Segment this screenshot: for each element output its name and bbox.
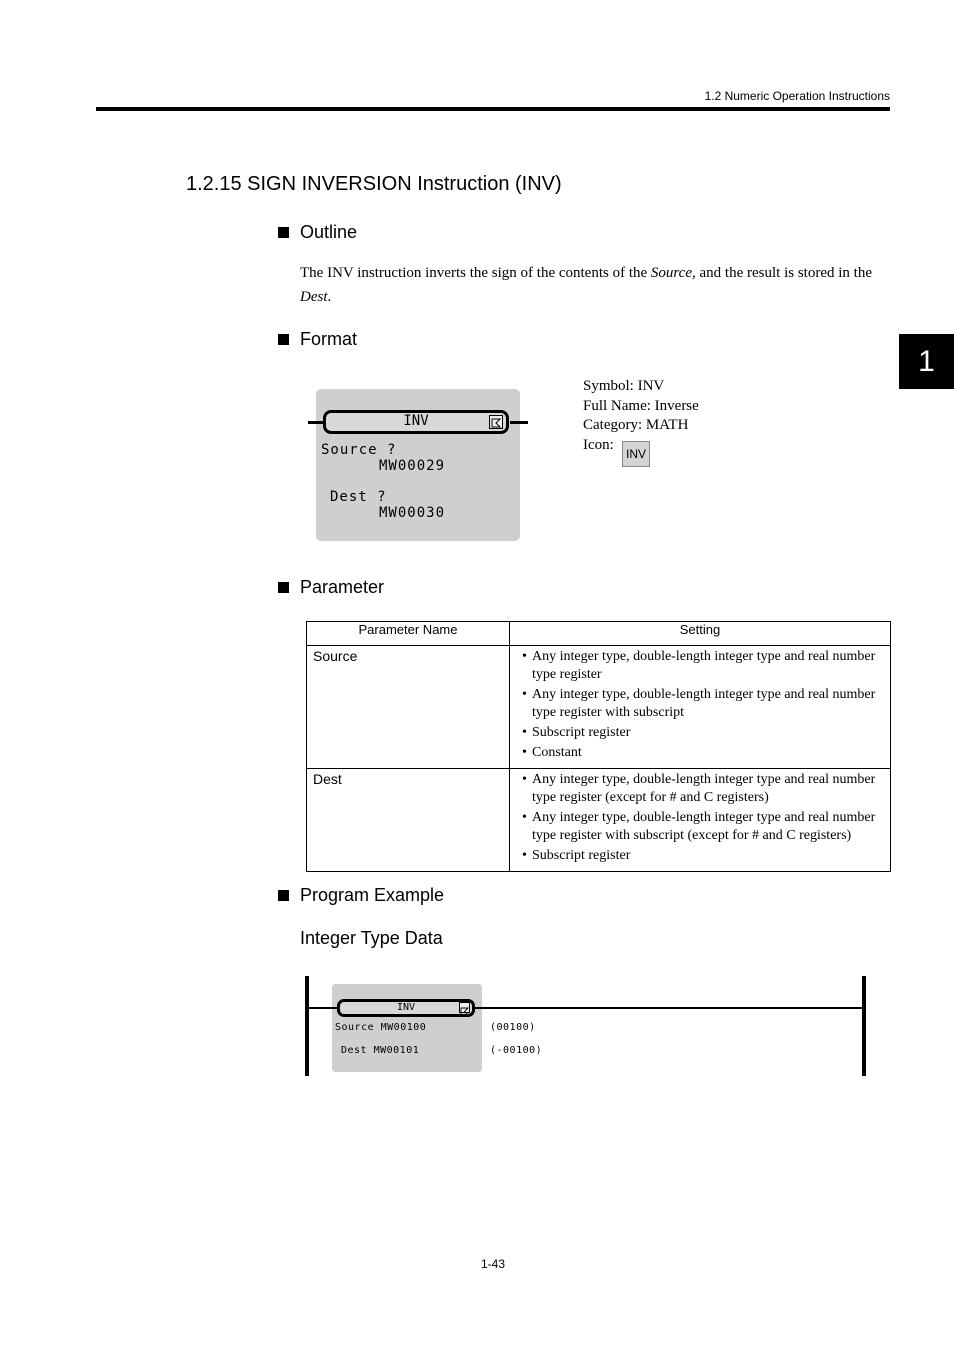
- outline-term-dest: Dest: [300, 289, 328, 305]
- example-box-label: INV: [396, 1002, 416, 1013]
- column-header: Setting: [510, 622, 891, 646]
- program-example-heading: [278, 885, 444, 906]
- outline-heading: [278, 222, 357, 243]
- outline-text-2: , and the result is stored in the: [692, 265, 872, 281]
- format-dest-value: MW00030: [379, 505, 446, 521]
- rung-wire-left: [309, 1007, 337, 1009]
- format-source-value: MW00029: [379, 458, 446, 474]
- square-bullet-icon: [278, 890, 289, 901]
- setting-item: • Any integer type, double-length integer type and real number type register with subscript (except for # and C registers): [522, 809, 882, 845]
- setting-item: • Subscript register: [522, 847, 882, 865]
- parameter-setting-cell: [510, 769, 891, 872]
- outline-heading-label: Outline: [300, 222, 358, 242]
- outline-term-source: Source: [650, 265, 693, 281]
- running-header: 1.2 Numeric Operation Instructions: [704, 89, 890, 103]
- format-dest-label: Dest ?: [330, 489, 387, 505]
- outline-text-1: The INV instruction inverts the sign of the contents of the: [300, 265, 651, 281]
- example-dest-value: (-00100): [490, 1045, 543, 1056]
- header-rule: [96, 107, 890, 111]
- example-source-value: (00100): [490, 1022, 536, 1033]
- table-row: [307, 646, 891, 769]
- full-name-line: Full Name: Inverse: [583, 397, 699, 414]
- setting-item: • Any integer type, double-length integer type and real number type register: [522, 648, 882, 684]
- program-example-heading-label: Program Example: [300, 885, 445, 905]
- rung-wire-right: [475, 1007, 864, 1009]
- instruction-mode-icon: [489, 415, 503, 429]
- format-source-label: Source ?: [321, 442, 397, 458]
- page-number: 1-43: [480, 1257, 506, 1271]
- example-dest-line: Dest MW00101: [341, 1045, 420, 1056]
- parameter-heading: [278, 577, 384, 598]
- integer-type-subheading: Integer Type Data: [300, 928, 443, 948]
- outline-paragraph: [300, 261, 892, 309]
- parameter-setting-cell: [510, 646, 891, 769]
- format-heading: [278, 329, 357, 350]
- parameter-name-cell: Source: [307, 646, 510, 769]
- parameter-table: [306, 621, 891, 872]
- table-row: [307, 769, 891, 872]
- symbol-line: Symbol: INV: [583, 378, 665, 394]
- parameter-heading-label: Parameter: [300, 577, 385, 597]
- parameter-name-cell: Dest: [307, 769, 510, 872]
- column-header: Parameter Name: [307, 622, 510, 646]
- category-line: Category: MATH: [583, 417, 689, 433]
- section-title: 1.2.15 SIGN INVERSION Instruction (INV): [186, 173, 562, 195]
- setting-item: • Any integer type, double-length integer type and real number type register (except for # and C registers): [522, 771, 882, 807]
- square-bullet-icon: [278, 227, 289, 238]
- chapter-tab: 1: [899, 334, 954, 389]
- table-header-row: [307, 622, 891, 646]
- example-source-line: Source MW00100: [335, 1022, 427, 1033]
- setting-item: • Subscript register: [522, 724, 882, 742]
- inv-icon: INV: [622, 441, 650, 467]
- setting-item: • Constant: [522, 744, 882, 762]
- format-heading-label: Format: [300, 329, 358, 349]
- outline-text-3: .: [327, 289, 332, 305]
- square-bullet-icon: [278, 582, 289, 593]
- setting-item: • Any integer type, double-length integer type and real number type register with subscript: [522, 686, 882, 722]
- format-box-label: INV: [403, 413, 429, 429]
- instruction-mode-icon: [459, 1002, 470, 1013]
- right-power-rail: [862, 976, 866, 1076]
- icon-line: Icon:: [583, 436, 614, 453]
- square-bullet-icon: [278, 334, 289, 345]
- left-power-rail: [305, 976, 309, 1076]
- format-output-wire: [510, 421, 528, 424]
